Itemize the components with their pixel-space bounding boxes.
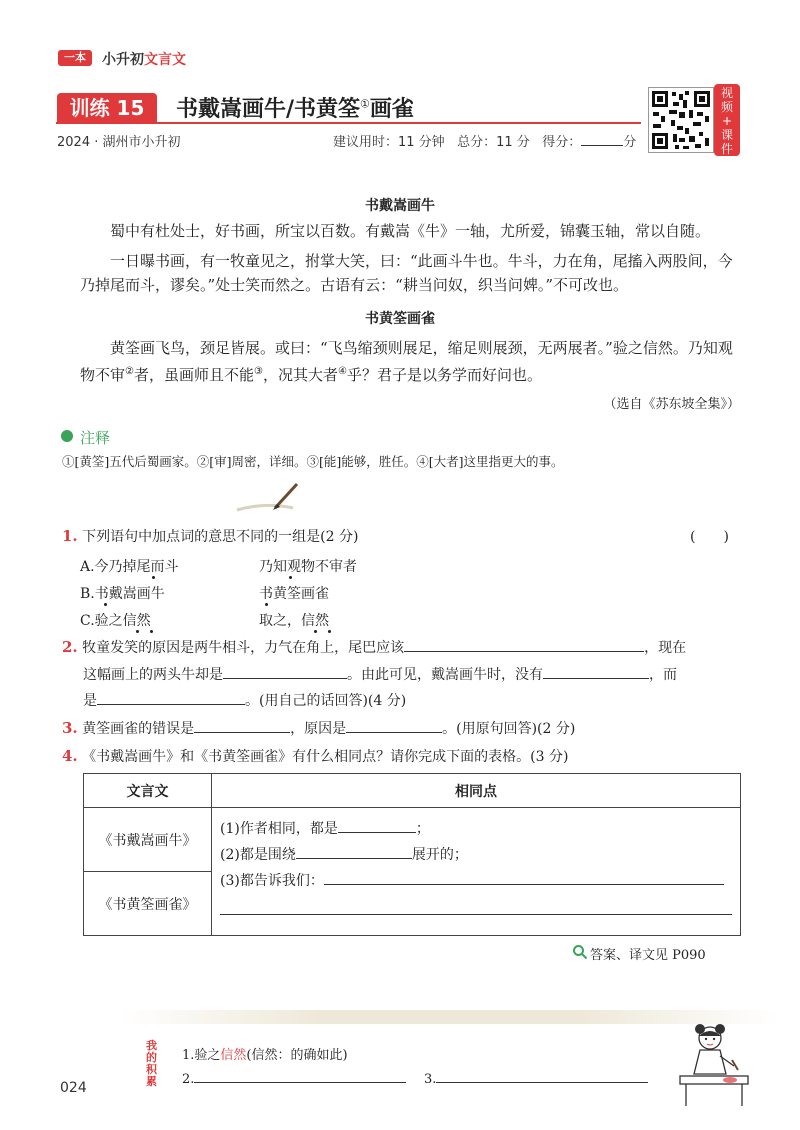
- s2-blank[interactable]: [296, 844, 412, 859]
- accumulation-item-2: 2.: [182, 1068, 406, 1087]
- emphasis-dot: [152, 576, 155, 579]
- q1-option-b-right: 书黄筌画雀: [259, 586, 329, 602]
- qr-code-icon[interactable]: [648, 87, 714, 153]
- table-row-1-label: 《书戴嵩画牛》: [84, 808, 212, 872]
- table-header-text: 文言文: [84, 774, 212, 808]
- exam-source: 2024 · 湖州市小升初: [57, 135, 181, 150]
- emphasis-dot: [328, 630, 331, 633]
- acc3-blank[interactable]: [436, 1068, 648, 1083]
- passage1-title: 书戴嵩画牛: [365, 198, 435, 214]
- search-icon: [572, 944, 588, 964]
- common-point-3: (3)都告诉我们：: [220, 868, 732, 894]
- emphasis-dot: [136, 630, 139, 633]
- question-2: 2. 牧童发笑的原因是两牛相斗，力气在角上，尾巴应该 ，现在: [62, 638, 687, 656]
- table-common-cell: [212, 808, 741, 936]
- emphasis-dot: [314, 630, 317, 633]
- answer-bracket[interactable]: ( ): [690, 529, 729, 545]
- question-2-line3: 是 。(用自己的话回答)(4 分): [83, 690, 406, 710]
- page-number: 024: [60, 1080, 87, 1096]
- q3-blank-2[interactable]: [346, 718, 442, 733]
- q3-blank-1[interactable]: [194, 718, 290, 733]
- q2-blank-4[interactable]: [97, 690, 245, 705]
- girl-writing-illustration: [672, 1020, 752, 1114]
- emphasis-dot: [104, 603, 107, 606]
- table-row-2-label: 《书黄筌画雀》: [84, 872, 212, 936]
- lesson-title: 书戴嵩画牛/书黄筌①画雀: [176, 96, 414, 122]
- passage1-para1: 蜀中有杜处士，好书画，所宝以百数。有戴嵩《牛》一轴，尤所爱，锦囊玉轴，常以自随。: [110, 222, 711, 240]
- lesson-tag: 训练 15: [57, 93, 157, 123]
- brand-text: 小升初文言文: [102, 52, 186, 68]
- q2-blank-1[interactable]: [404, 637, 644, 652]
- brush-icon: [235, 478, 315, 518]
- note-icon: [61, 430, 73, 442]
- brand-badge: 一本: [58, 50, 92, 66]
- q1-option-c-right: 取之，信然: [259, 613, 329, 629]
- common-point-3-cont: [220, 894, 732, 918]
- passage2-para: 黄筌画飞鸟，颈足皆展。或曰：“飞鸟缩颈则展足，缩足则展颈，无两展者。”验之信然。乃知观物不审②者，虽画师且不能③，况其大者④乎？君子是以务学而好问也。: [80, 339, 733, 384]
- exam-meta: 建议用时：11 分钟 总分：11 分 得分： 分: [333, 135, 637, 150]
- question-1: 1. 下列语句中加点词的意思不同的一组是(2 分): [62, 527, 359, 545]
- q2-blank-2[interactable]: [223, 664, 347, 679]
- q1-option-a-right: 乃知观物不审者: [259, 559, 357, 575]
- emphasis-dot: [289, 576, 292, 579]
- q1-option-b-left: B.书戴嵩画牛: [80, 586, 165, 602]
- s3-blank[interactable]: [324, 870, 724, 885]
- video-courseware-tag[interactable]: 视 频 + 课 件: [714, 84, 740, 156]
- question-2-line2: 这幅画上的两头牛却是 。由此可见，戴嵩画牛时，没有 ，而: [83, 664, 677, 684]
- q1-option-c-left: C.验之信然: [80, 613, 151, 629]
- passage-source: （选自《苏东坡全集》）: [603, 397, 740, 412]
- passage1-para2: 一日曝书画，有一牧童见之，拊掌大笑，曰：“此画斗牛也。牛斗，力在角，尾搐入两股间，今乃掉尾而斗，谬矣。”处士笑而然之。古语有云：“耕当问奴，织当问婢。”不可改也。: [80, 252, 733, 294]
- accumulation-item-1: 1.验之信然(信然：的确如此): [182, 1048, 348, 1063]
- emphasis-dot: [265, 603, 268, 606]
- acc2-blank[interactable]: [194, 1068, 406, 1083]
- q2-blank-3[interactable]: [543, 664, 649, 679]
- passage2-title: 书黄筌画雀: [365, 311, 435, 327]
- question-4: 4. 《书戴嵩画牛》和《书黄筌画雀》有什么相同点？请你完成下面的表格。(3 分): [62, 747, 569, 765]
- accumulation-item-3: 3.: [424, 1068, 648, 1087]
- s1-blank[interactable]: [338, 818, 416, 833]
- notes-heading: 注释: [80, 429, 111, 447]
- table-header-common: 相同点: [212, 774, 741, 808]
- common-point-1: (1)作者相同，都是 ；: [220, 816, 732, 842]
- answer-reference[interactable]: 答案、译文见 P090: [590, 948, 706, 963]
- question-3: 3. 黄筌画雀的错误是 ，原因是 。(用原句回答)(2 分): [62, 719, 576, 737]
- notes-text: ①[黄筌]五代后蜀画家。②[审]周密，详细。③[能]能够，胜任。④[大者]这里指更大的事。: [62, 454, 564, 469]
- q1-option-a-left: A.今乃掉尾而斗: [80, 559, 179, 575]
- common-point-2: (2)都是围绕 展开的；: [220, 842, 732, 868]
- accumulation-label: 我的积累: [146, 1039, 157, 1088]
- s3-blank-2[interactable]: [220, 900, 732, 915]
- comparison-table: [83, 773, 741, 936]
- score-field[interactable]: [581, 134, 623, 146]
- emphasis-dot: [150, 630, 153, 633]
